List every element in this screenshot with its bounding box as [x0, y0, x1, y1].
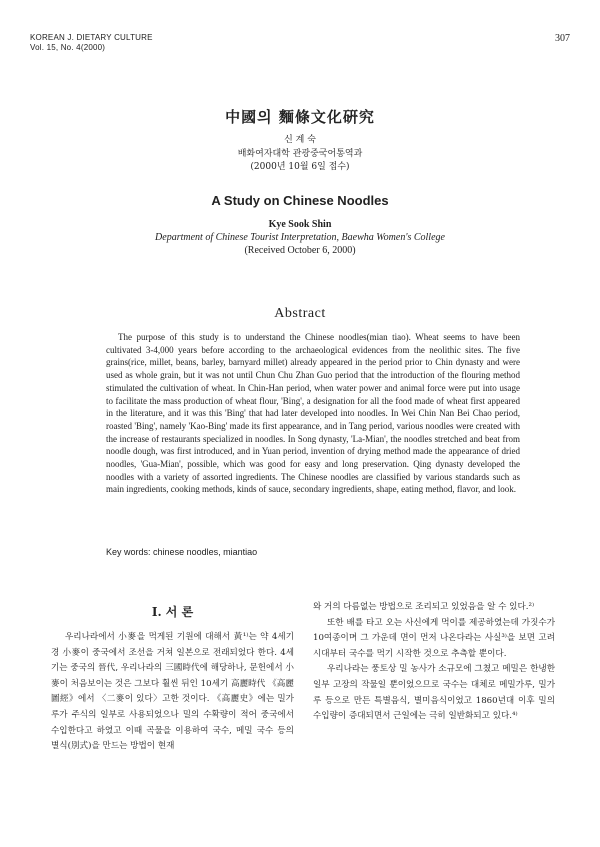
keywords-label: Key words: [106, 547, 151, 557]
journal-name: KOREAN J. DIETARY CULTURE [30, 33, 153, 42]
korean-received-date: (2000년 10월 6일 접수) [250, 162, 350, 172]
korean-affiliation: 배화여자대학 관광중국어통역과 [237, 149, 363, 159]
korean-title: 中國의 麵條文化硏究 [225, 108, 375, 126]
journal-header [30, 33, 153, 53]
english-title: A Study on Chinese Noodles [211, 193, 389, 208]
abstract-heading: Abstract [274, 306, 326, 321]
keywords-line [106, 547, 257, 557]
right-column [313, 600, 555, 725]
keywords-value: chinese noodles, miantiao [153, 547, 258, 557]
english-department: Department of Chinese Tourist Interpretation, Baewha Women's College [155, 232, 445, 243]
body-paragraph: 우리나라는 풍토상 밀 농사가 소규모에 그쳤고 메밀은 한냉한 일부 고장의 작물일 뿐이었으므로 국수는 대체로 메밀가루, 밀가루 등으로 만든 특별음식, 별미음식이었고 1860년대 이후 밀의 수입량이 증대되면서 근일에는 극히 일반화되고 있다.⁴⁾ [313, 664, 555, 722]
korean-author: 신 계 숙 [284, 135, 316, 145]
body-paragraph: 와 거의 다름없는 방법으로 조리되고 있었음을 알 수 있다.²⁾ [313, 602, 535, 612]
english-received-date: (Received October 6, 2000) [244, 245, 356, 256]
english-author: Kye Sook Shin [268, 219, 332, 230]
journal-volume: Vol. 15, No. 4(2000) [30, 43, 106, 52]
body-paragraph: 또한 배를 타고 오는 사신에게 먹이를 제공하였는데 가짓수가 10여종이며 그 가운데 면이 먼저 나온다라는 사실³⁾을 보면 고려시대부터 국수를 먹기 시작한 것으로 추측할 뿐이다. [313, 617, 555, 659]
page-number: 307 [555, 33, 570, 44]
abstract-body [106, 331, 520, 496]
body-paragraph: 우리나라에서 小麥을 먹게된 기원에 대해서 黃¹⁾는 약 4세기경 小麥이 중국에서 조선을 거쳐 일본으로 전래되었다 한다. 4세기는 중국의 晉代, 우리나라의 三國時代에 해당하나, 문헌에서 小麥이 처음보이는 것은 그보다 훨씬 뒤인 10세기 高麗時代 《高麗圖經》에서 〈二麥이 있다〉고한 것이다. 《高麗史》에는 밀가루가 주식의 일부로 사용되었으나 밀의 수확량이 적어 중국에서 수입한다고 하였고 이때 곡물을 이용하여 국수, 메밀 국수 등의 별식(別式)을 만드는 방법이 현재 [51, 632, 294, 752]
abstract-text: The purpose of this study is to understand the Chinese noodles(mian tiao). Wheat seems to have been cultivated 3-4,000 years before according to the archaeological evidences from the neolithic sites. The five grains(rice, millet, beans, barley, barnyard millet) already appeared in the period prior to Chin dynasty and were used as whole grain, but it was not until Chun Chu Zhan Guo period that the introduction of the flouring method stimulated the cultivation of wheat. In Chin-Han period, when water power and animal force were put into usage to facilitate the mass production of wheat flour, 'Bing', a designation for all the food made of wheat first appeared in the literature, and it was this 'Bing' that had later developed into noodles. In Wei Chin Nan Bei Chao period, roasted 'Bing', namely 'Kao-Bing' made its first appearance, and in Tang period, various noodles were created with the increase of restaurants specialized in noodles. In Song dynasty, 'La-Mian', the noodles stretched and beat from noodle dough, was first introduced, and in Yuan period, invention of drying method made the appearance of dried noodles, 'Gua-Mian', possible, which was good for easy and long preservation. Qing dynasty developed the noodles with a variety of assorted ingredients. The Chinese noodles are classified by various standards such as main ingredients, cooking methods, kinds of sauce, secondary ingredients, shape, eating method, flavor, and look. [106, 332, 520, 495]
left-column [51, 630, 294, 755]
section-heading-introduction: I. 서 론 [151, 605, 194, 619]
